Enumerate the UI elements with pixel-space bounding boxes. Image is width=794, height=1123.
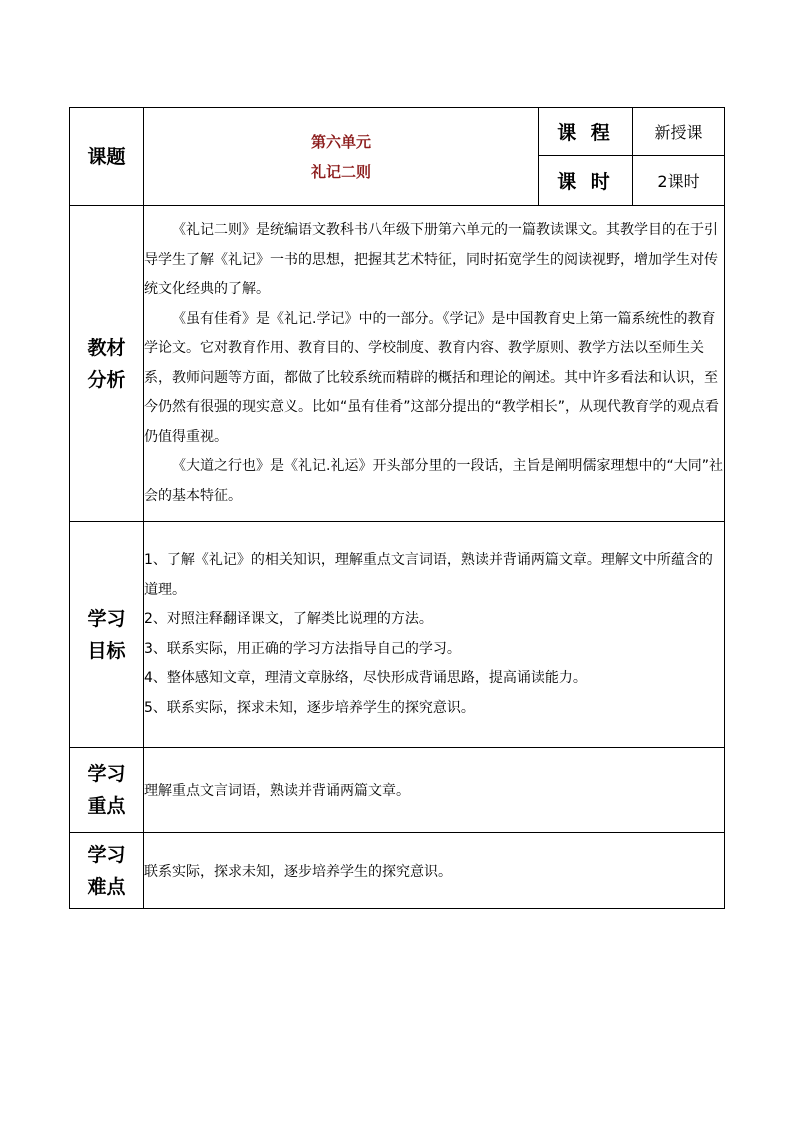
lesson-title: 礼记二则 <box>310 162 371 181</box>
objectives-content <box>144 522 725 748</box>
course-type-value: 新授课 <box>633 108 725 156</box>
objective-item: 5、联系实际，探求未知，逐步培养学生的探究意识。 <box>144 699 475 716</box>
periods-value: 2课时 <box>633 156 725 206</box>
key-points-label-cell <box>70 748 144 833</box>
analysis-label-line2: 分析 <box>87 368 126 391</box>
analysis-label-cell <box>70 206 144 522</box>
difficulties-label-cell <box>70 833 144 909</box>
objective-item: 3、联系实际，用正确的学习方法指导自己的学习。 <box>144 640 461 657</box>
analysis-paragraph: 《虽有佳肴》是《礼记.学记》中的一部分。《学记》是中国教育史上第一篇系统性的教育学论文。它对教育作用、教育目的、学校制度、教育内容、教学原则、教学方法以至师生关系，教师问题等方面，都做了比较系统而精辟的概括和理论的阐述。其中许多看法和认识，至今仍然有很强的现实意义。比如“虽有佳肴”这部分提出的“教学相长”，从现代教育学的观点看仍值得重视。 <box>144 310 720 445</box>
topic-label: 课题 <box>87 145 126 168</box>
analysis-paragraph: 《礼记二则》是统编语文教科书八年级下册第六单元的一篇教读课文。其教学目的在于引导学生了解《礼记》一书的思想，把握其艺术特征，同时拓宽学生的阅读视野，增加学生对传统文化经典的了解。 <box>144 222 718 297</box>
objective-item: 1、了解《礼记》的相关知识，理解重点文言词语，熟读并背诵两篇文章。理解文中所蕴含的道理。 <box>144 552 713 598</box>
objectives-label-cell <box>70 522 144 748</box>
analysis-label-line1: 教材 <box>87 336 126 359</box>
objective-item: 2、对照注释翻译课文，了解类比说理的方法。 <box>144 611 433 627</box>
course-type-label: 课 程 <box>539 108 633 156</box>
objectives-label-line1: 学习 <box>87 607 126 630</box>
topic-label-cell <box>70 108 144 206</box>
analysis-paragraph: 《大道之行也》是《礼记.礼运》开头部分里的一段话，主旨是阐明儒家理想中的“大同”社会的基本特征。 <box>144 458 723 504</box>
title-cell <box>144 108 539 206</box>
objective-item: 4、整体感知文章，理清文章脉络，尽快形成背诵思路，提高诵读能力。 <box>144 670 587 686</box>
objectives-label-line2: 目标 <box>87 639 126 662</box>
periods-label: 课 时 <box>539 156 633 206</box>
difficulties-label-line1: 学习 <box>87 843 126 866</box>
difficulties-label-line2: 难点 <box>87 875 126 898</box>
difficulties-content: 联系实际，探求未知，逐步培养学生的探究意识。 <box>144 833 725 909</box>
lesson-plan-table <box>69 107 725 909</box>
key-points-label-line2: 重点 <box>87 795 126 817</box>
analysis-content <box>144 206 725 522</box>
key-points-content: 理解重点文言词语，熟读并背诵两篇文章。 <box>144 748 725 833</box>
key-points-label-line1: 学习 <box>87 763 126 785</box>
unit-title: 第六单元 <box>310 132 371 151</box>
